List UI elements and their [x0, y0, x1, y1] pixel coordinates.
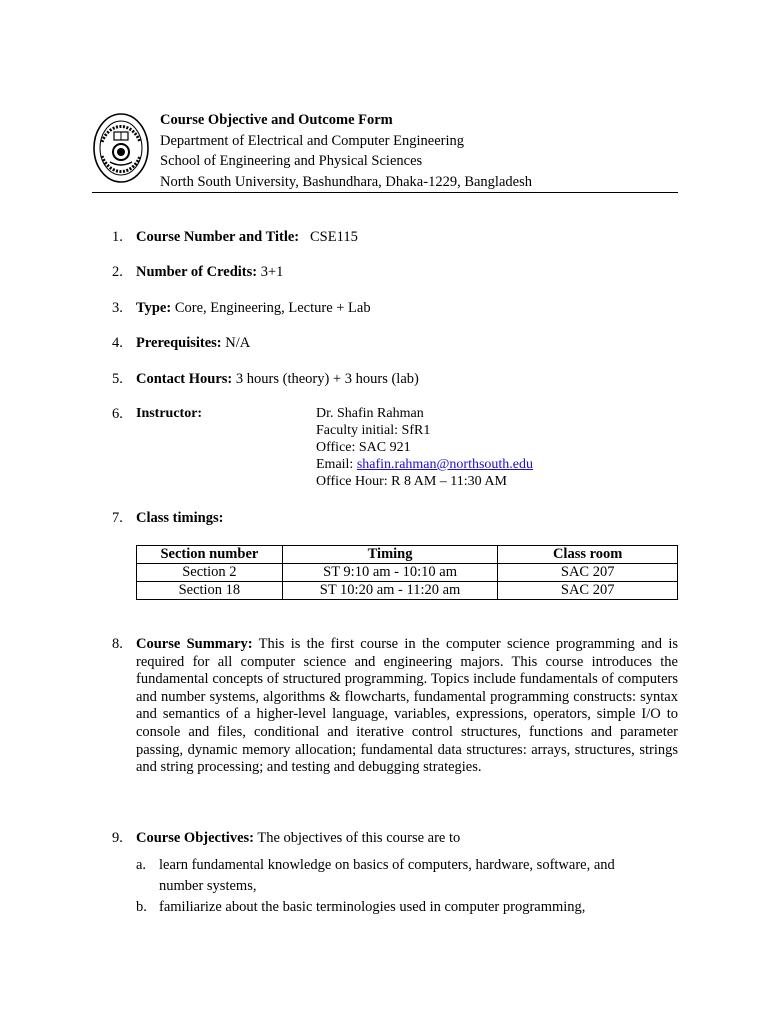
credits-value: 3+1: [260, 264, 284, 280]
objective-text: learn fundamental knowledge on basics of computers, hardware, software, and number systems,: [159, 857, 615, 894]
email-line: Email: shafin.rahman@northsouth.edu: [316, 457, 534, 472]
class-timings-label: Class timings:: [136, 510, 224, 526]
university-seal-icon: [92, 112, 150, 184]
email-link[interactable]: shafin.rahman@northsouth.edu: [356, 457, 534, 472]
course-objectives-heading: 9. Course Objectives: The objectives of this course are to: [112, 830, 461, 846]
table-cell: ST 9:10 am - 10:10 am: [282, 564, 498, 582]
credits-label: Number of Credits:: [136, 264, 258, 280]
prerequisites-label: Prerequisites:: [136, 335, 222, 351]
type-value: Core, Engineering, Lecture + Lab: [174, 300, 371, 316]
prerequisites-value: N/A: [225, 335, 251, 351]
class-timings-item: 7. Class timings:: [112, 510, 224, 526]
instructor-name: Dr. Shafin Rahman: [316, 406, 424, 421]
objective-item-b: b. familiarize about the basic terminologies used in computer programming,: [136, 897, 678, 918]
table-cell: Section 2: [137, 564, 283, 582]
school-name: School of Engineering and Physical Sciences: [160, 153, 423, 169]
table-header-cell: Timing: [282, 546, 498, 564]
objective-item-a: a. learn fundamental knowledge on basics of computers, hardware, software, and number systems,: [136, 855, 678, 896]
objectives-intro: The objectives of this course are to: [253, 830, 461, 846]
faculty-initial: Faculty initial: SfR1: [316, 423, 431, 438]
university-address: North South University, Bashundhara, Dhaka-1229, Bangladesh: [160, 173, 532, 190]
type-item: 3. Type: Core, Engineering, Lecture + Lab: [112, 300, 371, 316]
course-number-value: CSE115: [310, 229, 358, 245]
course-number-label: Course Number and Title:: [136, 229, 300, 245]
summary-number: 8.: [112, 636, 123, 652]
contact-hours-value: 3 hours (theory) + 3 hours (lab): [235, 371, 419, 387]
table-cell: Section 18: [137, 582, 283, 600]
department-name: Department of Electrical and Computer Engineering: [160, 132, 464, 149]
prerequisites-item: 4. Prerequisites: N/A: [112, 335, 251, 351]
summary-label: Course Summary:: [136, 636, 253, 652]
instructor-number: 6.: [112, 406, 123, 422]
summary-text: This is the first course in the computer science programming and is required for all computer science and engineering majors. This course introduces the fundamental concepts of structured programming. Topics include fundamentals of computers and number systems, algorithms & flowcharts, fundamental programming constructs: syntax and semantics of a higher-level language, variables, expressions, operators, simple I/O to console and files, conditional and iterative control structures, functions and parameter passing, dynamic memory allocation; fundamental data structures: arrays, structures, strings and string processing; and testing and debugging strategies.: [136, 636, 678, 776]
table-cell: SAC 207: [498, 564, 678, 582]
table-row: [137, 582, 678, 600]
office-hour: Office Hour: R 8 AM – 11:30 AM: [316, 474, 507, 489]
credits-item: 2. Number of Credits: 3+1: [112, 264, 284, 280]
office-room: Office: SAC 921: [316, 440, 411, 455]
table-cell: ST 10:20 am - 11:20 am: [282, 582, 498, 600]
course-summary: [136, 636, 678, 777]
table-header-cell: Class room: [498, 546, 678, 564]
contact-hours-item: 5. Contact Hours: 3 hours (theory) + 3 hours (lab): [112, 371, 419, 387]
table-cell: SAC 207: [498, 582, 678, 600]
objectives-label: Course Objectives:: [136, 830, 254, 846]
type-label: Type:: [136, 300, 172, 316]
table-row: [137, 564, 678, 582]
table-header-row: [137, 546, 678, 564]
course-number-item: 1. Course Number and Title: CSE115: [112, 229, 358, 245]
instructor-label: Instructor:: [136, 406, 203, 421]
document-header: [92, 110, 678, 193]
contact-hours-label: Contact Hours:: [136, 371, 233, 387]
table-header-cell: Section number: [137, 546, 283, 564]
instructor-details: [316, 405, 533, 490]
class-timings-table: [136, 545, 678, 600]
objective-text: familiarize about the basic terminologies used in computer programming,: [159, 899, 586, 915]
form-title: Course Objective and Outcome Form: [160, 112, 393, 128]
